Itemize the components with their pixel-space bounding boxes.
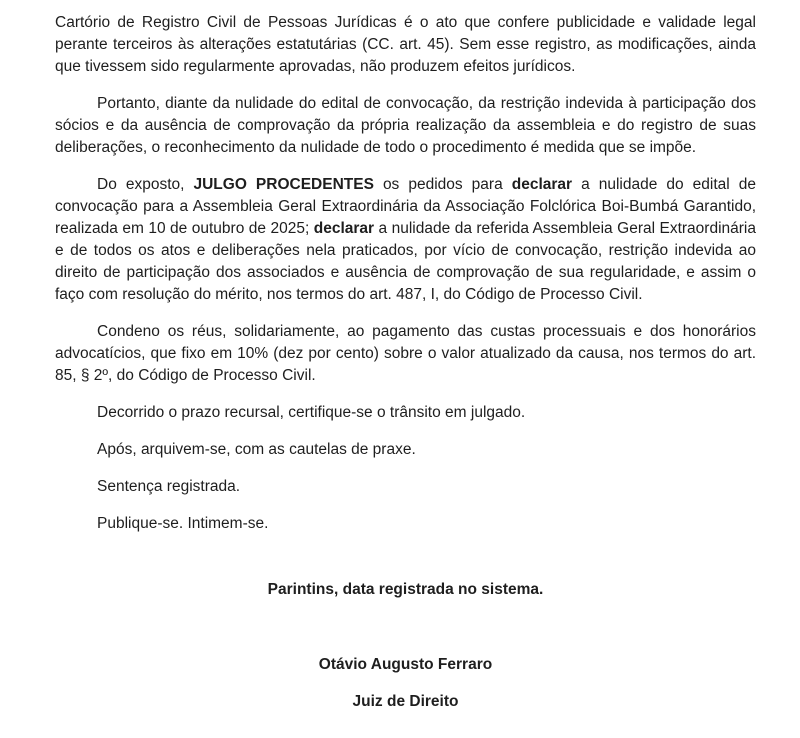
paragraph (55, 402, 756, 424)
paragraph (55, 93, 756, 159)
text-segment: a nulidade da referida Assembleia Geral Extraordinária e de todos os atos e deliberações nela praticados, por vício de convocação, restrição indevida ao direito de participação dos associados e ausência de comprovação de sua regularidade, e assim o faço com resolução do mérito, nos termos do art. 487, I, do Código de Processo Civil. (55, 220, 756, 303)
signature-judge-title: Juiz de Direito (352, 693, 459, 710)
place-and-date-line: Parintins, data registrada no sistema. (267, 581, 544, 598)
text-segment: Decorrido o prazo recursal, certifique-se o trânsito em julgado. (97, 404, 526, 421)
text-segment: Após, arquivem-se, com as cautelas de praxe. (97, 441, 416, 458)
text-segment: Condeno os réus, solidariamente, ao pagamento das custas processuais e dos honorários advocatícios, que fixo em 10% (dez por cento) sobre o valor atualizado da causa, nos termos do art. 85, § 2º, do Código de Processo Civil. (55, 323, 756, 384)
text-segment: Cartório de Registro Civil de Pessoas Jurídicas é o ato que confere publicidade e validade legal perante terceiros às alterações estatutárias (CC. art. 45). Sem esse registro, as modificações, ainda que tivessem sido regularmente aprovadas, não produzem efeitos jurídicos. (55, 14, 756, 75)
text-segment: a nulidade do edital de convocação para a Assembleia Geral Extraordinária da Associação Folclórica Boi-Bumbá Garantido, realizada em 10 de outubro de 2025; (55, 176, 756, 237)
signature-judge-name: Otávio Augusto Ferraro (318, 656, 493, 673)
text-segment: Publique-se. Intimem-se. (97, 515, 269, 532)
bold-text: declarar (313, 220, 375, 237)
bold-text: JULGO PROCEDENTES (193, 176, 374, 193)
paragraph (55, 439, 756, 461)
text-segment: Portanto, diante da nulidade do edital de convocação, da restrição indevida à participação dos sócios e da ausência de comprovação da própria realização da assembleia e do registro de suas deliberações, o reconhecimento da nulidade de todo o procedimento é medida que se impõe. (55, 95, 756, 156)
paragraph (55, 12, 756, 78)
text-segment: Sentença registrada. (97, 478, 241, 495)
paragraph (55, 513, 756, 535)
text-segment: Do exposto, (97, 176, 194, 193)
bold-text: declarar (511, 176, 573, 193)
paragraph (55, 321, 756, 387)
document-body (55, 12, 756, 535)
paragraph (55, 476, 756, 498)
text-segment: os pedidos para (373, 176, 512, 193)
paragraph (55, 174, 756, 306)
